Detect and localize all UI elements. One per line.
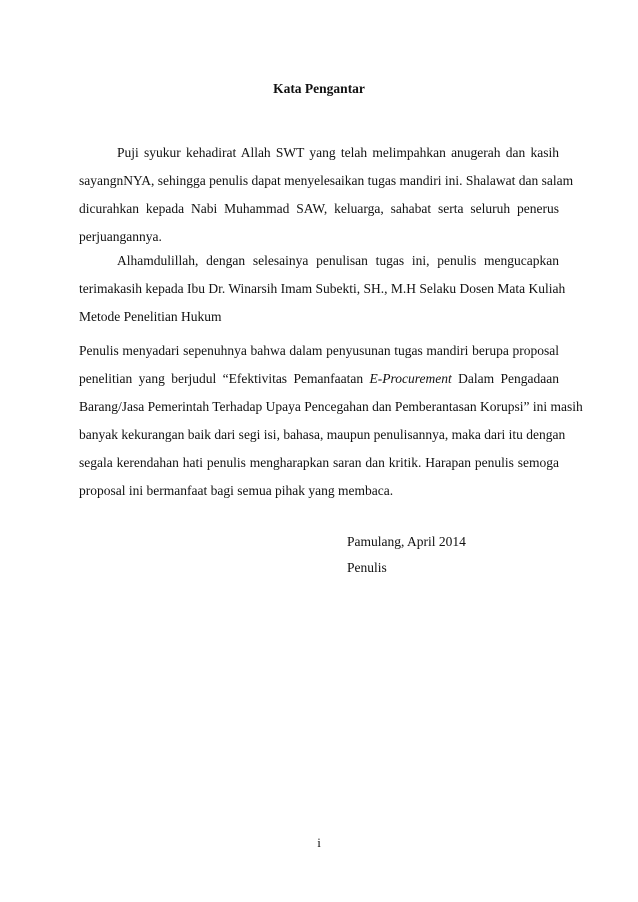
paragraph-line-text: Puji syukur kehadirat Allah SWT yang telah melimpahkan anugerah dan kasih [117, 145, 559, 160]
paragraph-line [79, 139, 559, 167]
paragraph-line [79, 247, 559, 275]
paragraph-line-text: Dalam Pengadaan [451, 371, 559, 386]
paragraph-line: Barang/Jasa Pemerintah Terhadap Upaya Pencegahan dan Pemberantasan Korupsi” ini masih [79, 399, 583, 414]
paragraph-line: perjuangannya. [79, 229, 162, 244]
paragraph-line: proposal ini bermanfaat bagi semua pihak yang membaca. [79, 483, 394, 498]
signature: Penulis [347, 560, 387, 575]
paragraph-line: banyak kekurangan baik dari segi isi, bahasa, maupun penulisannya, maka dari itu dengan [79, 427, 566, 442]
paragraph-line: dicurahkan kepada Nabi Muhammad SAW, keluarga, sahabat serta seluruh penerus [79, 201, 559, 216]
paragraph-1 [79, 139, 574, 251]
paragraph-line: Metode Penelitian Hukum [79, 309, 222, 324]
paragraph-line: Penulis menyadari sepenuhnya bahwa dalam penyusunan tugas mandiri berupa proposal [79, 343, 559, 358]
place-date: Pamulang, April 2014 [347, 534, 466, 549]
closing-block [347, 529, 466, 581]
paragraph-line-text: Alhamdulillah, dengan selesainya penulisan tugas ini, penulis mengucapkan [117, 253, 559, 268]
paragraph-2 [79, 247, 566, 331]
paragraph-3 [79, 337, 583, 505]
paragraph-line-text: penelitian yang berjudul “Efektivitas Pemanfaatan [79, 371, 370, 386]
page-title: Kata Pengantar [273, 81, 365, 96]
paragraph-line: segala kerendahan hati penulis mengharapkan saran dan kritik. Harapan penulis semoga [79, 455, 559, 470]
page-number: i [317, 835, 321, 850]
paragraph-line: terimakasih kepada Ibu Dr. Winarsih Imam Subekti, SH., M.H Selaku Dosen Mata Kuliah [79, 281, 566, 296]
paragraph-line: sayangnNYA, sehingga penulis dapat menyelesaikan tugas mandiri ini. Shalawat dan salam [79, 173, 574, 188]
paragraph-line [79, 365, 559, 393]
italic-term: E-Procurement [369, 371, 452, 386]
